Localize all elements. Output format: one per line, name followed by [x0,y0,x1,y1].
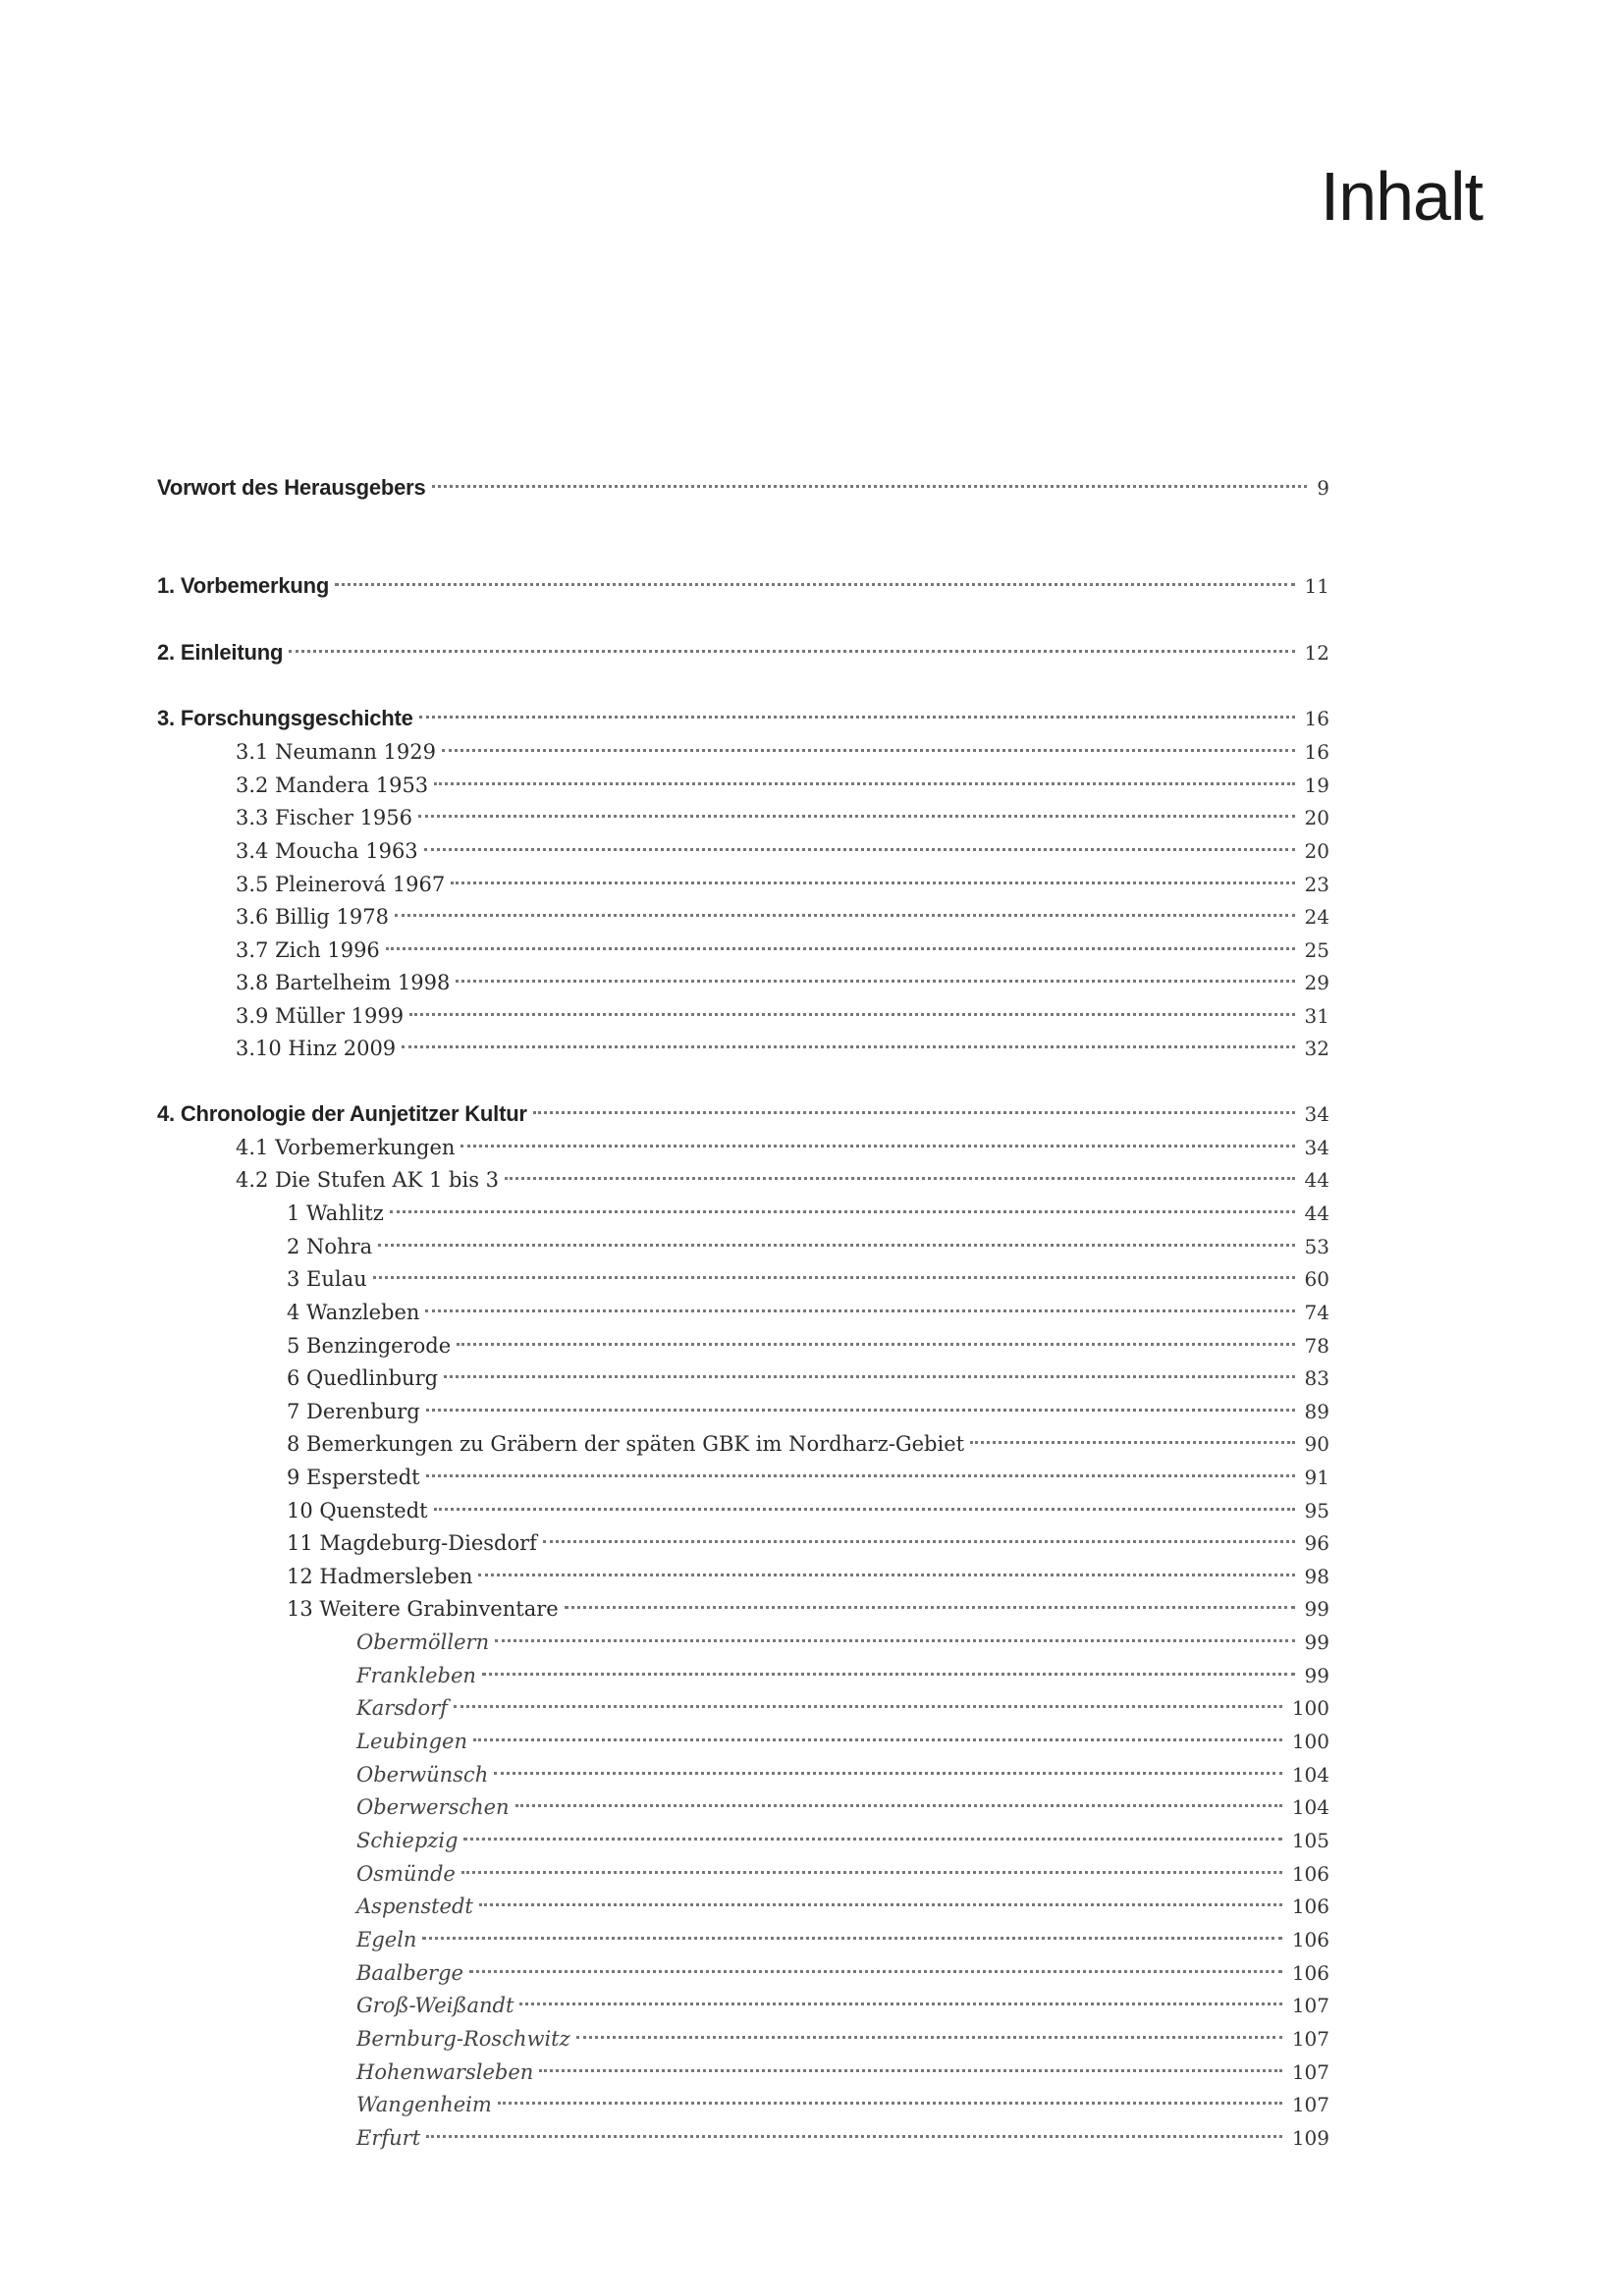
dot-leader [422,1915,1281,1947]
toc-entry-label: 3.4 Moucha 1963 [236,839,424,863]
dot-leader [434,1486,1295,1518]
dot-leader [461,1849,1282,1881]
toc-entry-label: 4 Wanzleben [287,1301,425,1324]
toc-entry-page-number: 24 [1295,905,1329,929]
toc-entry-page-number: 99 [1295,1630,1329,1654]
toc-entry-page-number: 23 [1295,873,1329,896]
toc-entry-label: Groß-Weißandt [356,1994,519,2017]
toc-entry-label: 3.7 Zich 1996 [236,938,386,962]
toc-entry-page-number: 34 [1295,1102,1329,1126]
toc-entry-page-number: 25 [1295,938,1329,962]
dot-leader [454,1683,1282,1715]
toc-entry-page-number: 12 [1295,641,1329,665]
toc-entry-label: Aspenstedt [356,1895,479,1918]
toc-entry-label: 2 Nohra [287,1235,378,1258]
dot-leader [498,2080,1282,2111]
toc-entry-page-number: 104 [1282,1795,1329,1819]
toc-entry [356,2113,1329,2150]
dot-leader [442,727,1295,759]
toc-entry [356,2048,1329,2084]
toc-entry-label: 3 Eulau [287,1267,373,1291]
toc-entry-label: 3.2 Mandera 1953 [236,774,434,797]
toc-entry [356,1915,1329,1951]
dot-leader [432,463,1308,495]
toc-entry-label: Obermöllern [356,1630,495,1654]
toc-entry-label: 13 Weitere Grabinventare [287,1597,565,1621]
toc-entry [287,1255,1329,1291]
dot-leader [395,892,1295,924]
toc-entry-label: Hohenwarsleben [356,2060,539,2084]
toc-entry [356,1882,1329,1918]
toc-entry-page-number: 20 [1295,806,1329,829]
toc-entry-page-number: 16 [1295,740,1329,764]
toc-entry [236,1024,1329,1060]
toc-entry [287,1189,1329,1225]
toc-entry-label: Vorwort des Herausgebers [157,475,432,501]
toc-entry [287,1288,1329,1324]
toc-entry-label: 11 Magdeburg-Diesdorf [287,1531,543,1555]
toc-entry-page-number: 44 [1295,1201,1329,1225]
dot-leader [482,1651,1295,1682]
toc-entry-page-number: 106 [1282,1961,1329,1985]
toc-entry-page-number: 89 [1295,1400,1329,1423]
toc-entry [356,1816,1329,1852]
toc-entry-label: Karsdorf [356,1696,454,1720]
dot-leader [479,1882,1282,1913]
toc-entry [236,793,1329,829]
toc-entry [236,892,1329,929]
toc-entry [236,958,1329,994]
toc-entry-label: 5 Benzingerode [287,1334,457,1358]
toc-entry [287,1354,1329,1390]
toc-entry-label: 3. Forschungsgeschichte [157,706,419,731]
toc-entry [236,991,1329,1028]
toc-entry-page-number: 98 [1295,1565,1329,1588]
toc-entry-page-number: 31 [1295,1004,1329,1028]
toc-entry-label: 3.1 Neumann 1929 [236,740,442,764]
toc-entry-page-number: 44 [1295,1168,1329,1192]
toc-entry-page-number: 34 [1295,1136,1329,1159]
toc-entry-page-number: 83 [1295,1366,1329,1390]
toc-entry [157,694,1329,730]
toc-entry [287,1387,1329,1423]
toc-entry-label: Oberwünsch [356,1763,494,1787]
dot-leader [426,2113,1282,2145]
toc-entry-label: 1. Vorbemerkung [157,573,335,599]
dot-leader [515,1783,1282,1814]
dot-leader [378,1222,1294,1254]
toc-entry-label: 3.9 Müller 1999 [236,1004,409,1028]
toc-entry-page-number: 106 [1282,1862,1329,1886]
toc-entry [236,926,1329,962]
toc-entry [356,2014,1329,2051]
dot-leader [434,761,1294,792]
dot-leader [451,860,1294,891]
toc-entry [157,628,1329,665]
toc-entry-page-number: 100 [1282,1730,1329,1753]
toc-entry-page-number: 60 [1295,1267,1329,1291]
toc-entry-label: 3.10 Hinz 2009 [236,1037,402,1060]
toc-entry-label: 12 Hadmersleben [287,1565,478,1588]
dot-leader [426,1453,1295,1484]
toc-entry-label: 3.6 Billig 1978 [236,905,395,929]
toc-entry-page-number: 107 [1282,2093,1329,2116]
dot-leader [543,1519,1295,1550]
toc-entry [287,1552,1329,1588]
toc-entry [356,1750,1329,1787]
dot-leader [460,1123,1294,1154]
toc-entry-page-number: 90 [1295,1432,1329,1456]
dot-leader [519,1981,1281,2012]
toc-entry-label: 9 Esperstedt [287,1466,426,1489]
toc-entry-label: Erfurt [356,2126,426,2150]
toc-entry [356,1618,1329,1654]
dot-leader [444,1354,1294,1385]
toc-entry-page-number: 20 [1295,839,1329,863]
toc-entry-page-number: 106 [1282,1895,1329,1918]
toc-entry [287,1584,1329,1621]
toc-entry [157,1090,1329,1126]
toc-entry-page-number: 107 [1282,2060,1329,2084]
toc-entry-label: 8 Bemerkungen zu Gräbern der späten GBK im Nordharz-Gebiet [287,1432,970,1456]
toc-entry [236,761,1329,797]
toc-entry-page-number: 106 [1282,1928,1329,1951]
dot-leader [495,1618,1294,1649]
toc-entry-page-number: 11 [1295,574,1329,598]
dot-leader [426,1387,1295,1418]
toc-entry-label: 7 Derenburg [287,1400,426,1423]
toc-entry [236,827,1329,863]
page-title: Inhalt [1320,158,1483,235]
dot-leader [289,628,1294,660]
dot-leader [456,958,1294,989]
toc-entry-label: Leubingen [356,1730,473,1753]
toc-entry-page-number: 107 [1282,1994,1329,2017]
toc-entry-page-number: 53 [1295,1235,1329,1258]
toc-entry-label: 4.1 Vorbemerkungen [236,1136,460,1159]
toc-entry-page-number: 91 [1295,1466,1329,1489]
toc-entry-page-number: 95 [1295,1499,1329,1522]
toc-entry-page-number: 105 [1282,1829,1329,1852]
toc-entry-page-number: 96 [1295,1531,1329,1555]
toc-entry [356,1849,1329,1886]
toc-entry-page-number: 107 [1282,2027,1329,2051]
toc-entry [287,1419,1329,1456]
toc-entry-label: Schiepzig [356,1829,463,1852]
toc-entry [356,1683,1329,1720]
toc-entry [356,1981,1329,2017]
dot-leader [469,1949,1282,1980]
dot-leader [505,1155,1295,1187]
toc-entry [287,1222,1329,1258]
toc-entry-label: Wangenheim [356,2093,498,2116]
toc-entry [236,727,1329,764]
toc-entry [287,1321,1329,1358]
toc-entry-label: 4. Chronologie der Aunjetitzer Kultur [157,1101,533,1127]
dot-leader [418,793,1295,825]
toc-entry [236,1155,1329,1192]
dot-leader [419,694,1295,725]
toc-entry [287,1486,1329,1522]
dot-leader [565,1584,1295,1616]
toc-entry-page-number: 78 [1295,1334,1329,1358]
toc-entry-label: 10 Quenstedt [287,1499,434,1522]
dot-leader [463,1816,1281,1847]
toc-entry-label: 4.2 Die Stufen AK 1 bis 3 [236,1168,505,1192]
toc-entry-label: 6 Quedlinburg [287,1366,444,1390]
dot-leader [494,1750,1282,1782]
toc-entry-label: Osmünde [356,1862,461,1886]
dot-leader [576,2014,1282,2046]
toc-entry-page-number: 9 [1307,476,1329,500]
toc-entry [236,860,1329,896]
toc-entry-page-number: 104 [1282,1763,1329,1787]
dot-leader [386,926,1295,957]
toc-entry [287,1453,1329,1489]
toc-entry [356,1783,1329,1819]
dot-leader [425,1288,1294,1319]
dot-leader [533,1090,1295,1121]
toc-entry-label: Baalberge [356,1961,469,1985]
dot-leader [457,1321,1294,1353]
toc-entry-label: Oberwerschen [356,1795,515,1819]
toc-entry-page-number: 19 [1295,774,1329,797]
toc-entry-label: 3.3 Fischer 1956 [236,806,418,829]
toc-entry-page-number: 99 [1295,1597,1329,1621]
dot-leader [478,1552,1294,1583]
dot-leader [402,1024,1294,1055]
toc-entry-label: Egeln [356,1928,422,1951]
toc-entry-label: 2. Einleitung [157,640,289,666]
toc-entry-label: Bernburg-Roschwitz [356,2027,576,2051]
dot-leader [424,827,1295,858]
toc-entry [157,561,1329,598]
toc-entry-label: 3.5 Pleinerová 1967 [236,873,451,896]
toc-entry-label: Frankleben [356,1664,482,1687]
toc-entry [157,463,1329,500]
toc-entry-label: 3.8 Bartelheim 1998 [236,971,456,994]
toc-entry [236,1123,1329,1159]
toc-entry [356,1651,1329,1687]
dot-leader [409,991,1294,1023]
toc-entry-page-number: 100 [1282,1696,1329,1720]
toc-entry-page-number: 99 [1295,1664,1329,1687]
toc-entry [287,1519,1329,1555]
dot-leader [970,1419,1294,1451]
toc-entry-page-number: 74 [1295,1301,1329,1324]
toc-entry [356,1717,1329,1753]
toc-entry-page-number: 16 [1295,707,1329,730]
dot-leader [335,561,1294,593]
toc-entry [356,2080,1329,2116]
dot-leader [390,1189,1295,1220]
toc-entry-page-number: 29 [1295,971,1329,994]
toc-entry-page-number: 32 [1295,1037,1329,1060]
dot-leader [539,2048,1282,2079]
dot-leader [373,1255,1295,1286]
dot-leader [473,1717,1282,1748]
toc-entry-label: 1 Wahlitz [287,1201,390,1225]
toc-entry [356,1949,1329,1985]
toc-entry-page-number: 109 [1282,2126,1329,2150]
